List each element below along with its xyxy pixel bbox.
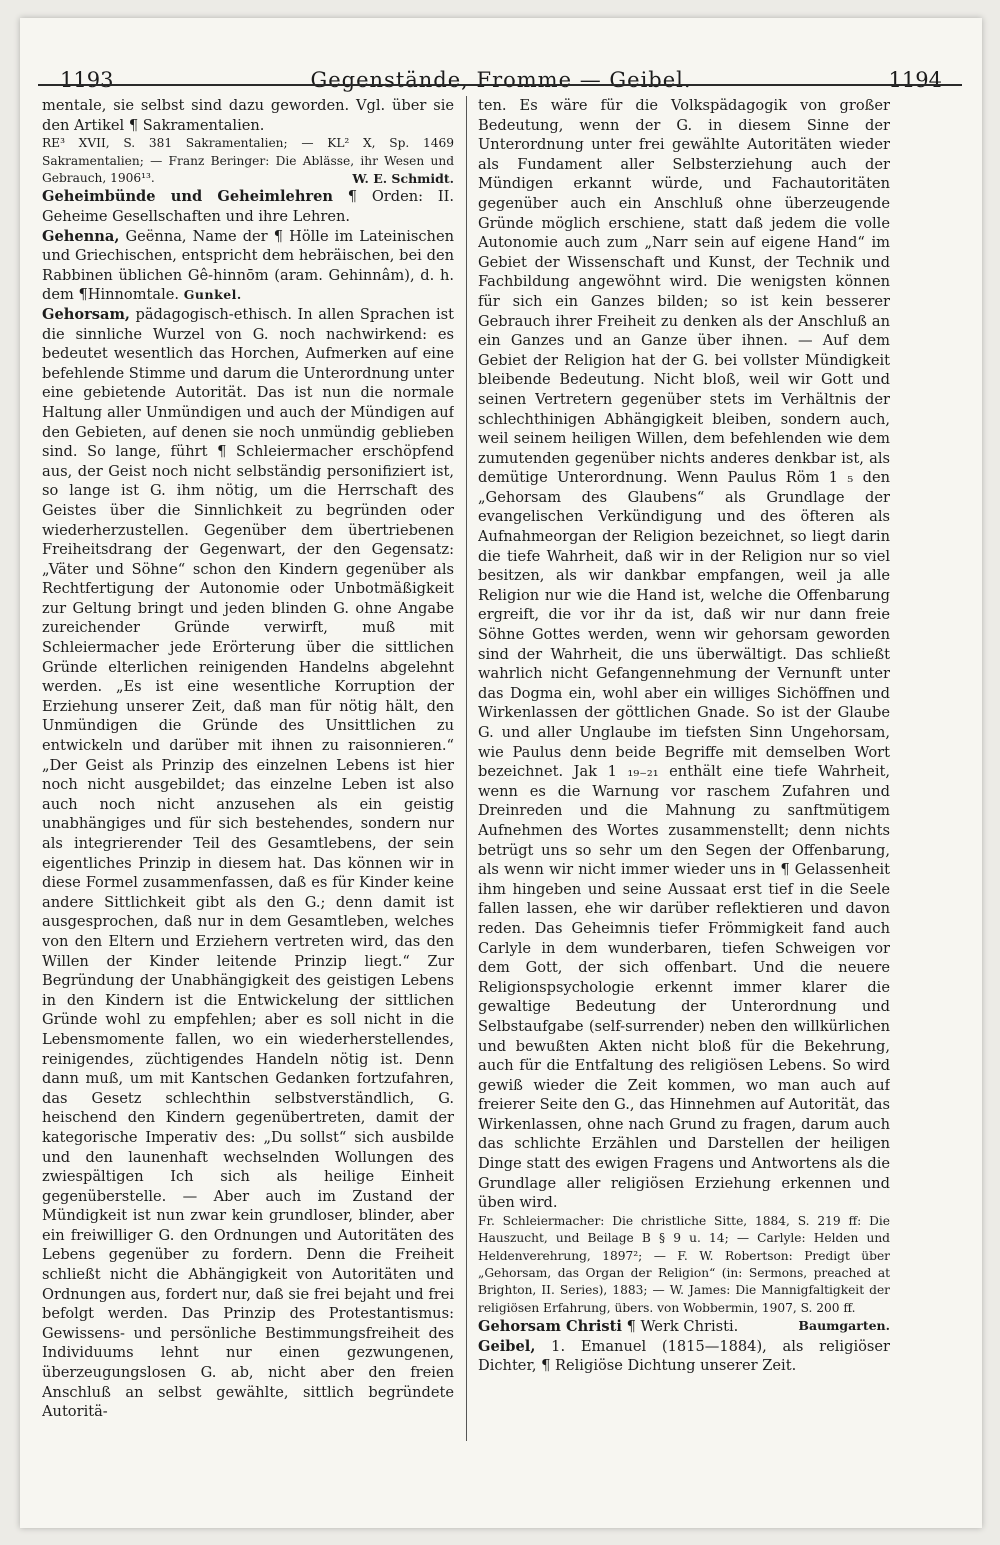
entry-headword: Geheimbünde und Geheimlehren <box>42 188 334 206</box>
entry-gehenna <box>42 227 454 305</box>
author-signature: Gunkel. <box>183 287 242 303</box>
entry-text: 1. Emanuel (1815—1884), als religiöser Dichter, ¶ Religiöse Dichtung unserer Zeit. <box>478 1337 890 1375</box>
right-column <box>478 96 890 1441</box>
paragraph: ten. Es wäre für die Volkspädagogik von großer Bedeutung, wenn der G. in diesem Sinne der Unterordnung unter frei gewählte Autoritäten wieder als Fundament aller Selbsterziehung auch der Mündigen erkannt würde, und Fachautoritäten gegenüber auch ein Anschluß ohne überzeugende Gründe möglich erschiene, statt daß jedem die volle Autonomie auch zum „Narr sein auf eigene Hand“ im Gebiet der Wissenschaft und Kunst, der Technik und Fachbildung angewöhnt wird. Die wenigsten können für sich ein Ganzes bilden; so ist kein besserer Gebrauch ihrer Freiheit zu denken als der Anschluß an ein Ganzes und an Ganze über ihnen. — Auf dem Gebiet der Religion hat der G. bei vollster Mündigkeit bleibende Bedeutung. Nicht bloß, weil wir Gott und seinen Vertretern gegenüber stets im Verhältnis der schlechthinigen Abhängigkeit bleiben, sondern auch, weil seinem heiligen Willen, dem befehlenden wie dem zumutenden gegenüber nichts anderes denkbar ist, als demütige Unterordnung. Wenn Paulus Röm 1 ₅ den „Gehorsam des Glaubens“ als Grundlage der evangelischen Verkündigung und des öfteren als Aufnahmeorgan der Religion bezeichnet, so liegt darin die tiefe Wahrheit, daß wir in der Religion nur so viel besitzen, als wir dankbar empfangen, weil ja alle Religion nur wie die Hand ist, welche die Offenbarung ergreift, die vor ihr da ist, daß wir nur dann freie Söhne Gottes werden, wenn wir gehorsam geworden sind der Wahrheit, die uns überwältigt. Das schließt wahrlich nicht Gefangennehmung der Vernunft unter das Dogma ein, wohl aber ein williges Sichöffnen und Wirkenlassen der göttlichen Gnade. So ist der Glaube G. und aller Unglaube im tiefsten Sinn Ungehorsam, wie Paulus denn beide Begriffe mit demselben Wort bezeichnet. Jak 1 ₁₉₋₂₁ enthält eine tiefe Wahrheit, wenn es die Warnung vor raschem Zufahren und Dreinreden und die Mahnung zu sanftmütigem Aufnehmen des Wortes zusammenstellt; denn nichts betrügt uns so sehr um den Segen der Offenbarung, als wenn wir nicht immer wieder uns in ¶ Gelassenheit ihm hingeben und seine Aussaat erst tief in die Seele fallen lassen, ehe wir darüber reflektieren und davon reden. Das Geheimnis tiefer Frömmigkeit fand auch Carlyle in dem wunderbaren, tiefen Schweigen vor dem Gott, der sich offenbart. Und die neuere Religionspsychologie erkennt immer klarer die gewaltige Bedeutung der Unterordnung und Selbstaufgabe (self-surrender) neben den willkürlichen und bewußten Akten nicht bloß für die Bekehrung, auch für die Entfaltung des religiösen Lebens. So wird gewiß wieder die Zeit kommen, wo man auch auf freierer Seite den G., das Hinnehmen auf Autorität, das Wirkenlassen, ohne nach Grund zu fragen, darum auch das schlichte Erzählen und Darstellen der heiligen Dinge statt des ewigen Fragens und Antwortens als die Grundlage aller religiösen Erziehung erkennen und üben wird. <box>478 97 890 1212</box>
entry-geheimbuende <box>42 187 454 226</box>
entry-text: pädagogisch-ethisch. In allen Sprachen ist die sinnliche Wurzel von G. noch nachwirkend: es bedeutet wesentlich das Horchen, Aufmerken auf eine befehlende Stimme und darum die Unterordnung unter eine gebietende Autorität. Das ist nun die normale Haltung aller Unmündigen und auch der Mündigen auf den Gebieten, auf denen sie noch unmündig geblieben sind. So lange, führt ¶ Schleiermacher erschöpfend aus, der Geist noch nicht selbständig personifiziert ist, so lange ist G. ihm nötig, um die Herrschaft des Geistes über die Sinnlichkeit zu begründen oder wiederherzustellen. Gegenüber dem übertriebenen Freiheitsdrang der Gegenwart, der den Gegensatz: „Väter und Söhne“ schon den Kindern gegenüber als Rechtfertigung der Autonomie oder Unbotmäßigkeit zur Geltung bringt und jeden blinden G. ohne Angabe zureichender Gründe verwirft, muß mit Schleiermacher jede Erörterung über die sittlichen Gründe elterlichen reinigenden Handelns abgelehnt werden. „Es ist eine wesentliche Korruption der Erziehung unserer Zeit, daß man für nötig hält, den Unmündigen die Gründe des Unsittlichen zu entwickeln und darüber mit ihnen zu raisonnieren.“ „Der Geist als Prinzip des einzelnen Lebens ist hier noch nicht ausgebildet; das einzelne Leben ist also auch noch nicht anzusehen als ein geistig unabhängiges und für sich bestehendes, sondern nur als integrierender Teil des Gesamtlebens, der sein eigentliches Prinzip in diesem hat. Das können wir in diese Formel zusammenfassen, daß es für Kinder keine andere Sittlichkeit gibt als den G.; denn damit ist ausgesprochen, daß nur in dem Gesamtleben, welches von den Eltern und Erziehern vertreten wird, das den Willen der Kinder leitende Prinzip liegt.“ Zur Begründung der Unabhängigkeit des geistigen Lebens in den Kindern ist die Entwickelung der sittlichen Gründe wohl zu empfehlen; aber es soll nicht in die Lebensmomente fallen, wo ein wiederherstellendes, reinigendes, züchtigendes Handeln nötig ist. Denn dann muß, um mit Kantschen Gedanken fortzufahren, das Gesetz schlechthin selbstverständlich, G. heischend den Kindern gegenübertreten, damit der kategorische Imperativ des: „Du sollst“ sich ausbilde und den launenhaft wechselnden Wollungen des zwiespältigen Ich sich als heilige Einheit gegenüberstelle. — Aber auch im Zustand der Mündigkeit ist nun zwar kein grundloser, blinder, aber ein freiwilliger G. den Ordnungen und Autoritäten des Lebens gegenüber zu fordern. Denn die Freiheit schließt nicht die Abhängigkeit von Autoritäten und Ordnungen aus, fordert nur, daß sie frei bejaht und frei befolgt werden. Das Prinzip des Protestantismus: Gewissens- und persönliche Bestimmungsfreiheit des Individuums lehnt nur einen gezwungenen, überzeugungslosen G. ab, nicht aber den freien Anschluß an selbst gewählte, sittlich begründete Autoritä- <box>42 305 454 1421</box>
entry-headword: Gehenna, <box>42 227 120 245</box>
entry-geibel <box>478 1337 890 1376</box>
author-signature: Baumgarten. <box>798 1318 890 1334</box>
page-number-right: 1194 <box>888 68 942 92</box>
literature-text: RE³ XVII, S. 381 Sakramentalien; — KL² X, Sp. 1469 Sakramentalien; — Franz Beringer: Die Ablässe, ihr Wesen und Gebrauch, 1906¹³. <box>42 136 454 185</box>
left-column <box>42 96 454 1441</box>
entry-gehorsam <box>42 305 454 1422</box>
literature-note <box>42 135 454 187</box>
entry-headword: Gehorsam, <box>42 305 130 323</box>
paragraph: mentale, sie selbst sind dazu geworden. Vgl. über sie den Artikel ¶ Sakramentalien. <box>42 97 454 134</box>
page-number-left: 1193 <box>60 68 114 92</box>
entry-headword: Gehorsam Christi <box>478 1318 622 1336</box>
page-header <box>60 62 942 98</box>
literature-text: Fr. Schleiermacher: Die christliche Sitte, 1884, S. 219 ff: Die Hauszucht, und Beilage B § 9 u. 14; — Carlyle: Helden und Heldenverehrung, 1897²; — F. W. Robertson: Predigt über „Gehorsam, das Organ der Religion“ (in: Sermons, preached at Brighton, II. Series), 1883; — W. James: Die Mannigfaltigkeit der religiösen Erfahrung, übers. von Wobbermin, 1907, S. 200 ff. <box>478 1213 890 1315</box>
entry-text: Geënna, Name der ¶ Hölle im Lateinischen und Griechischen, entspricht dem hebräischen, bei den Rabbinen üblichen Gê-hinnōm (aram. Gehinnâm), d. h. dem ¶Hinnomtale. <box>42 227 454 304</box>
author-signature: W. E. Schmidt. <box>352 171 454 186</box>
column-divider <box>466 96 467 1441</box>
entry-text: ¶ Orden: II. Geheime Gesellschaften und ihre Lehren. <box>42 188 454 225</box>
entry-headword: Geibel, <box>478 1337 536 1355</box>
page-title: Gegenstände, Fromme — Geibel. <box>310 68 692 92</box>
entry-text: ¶ Werk Christi. <box>626 1318 739 1336</box>
header-rule <box>38 84 962 86</box>
